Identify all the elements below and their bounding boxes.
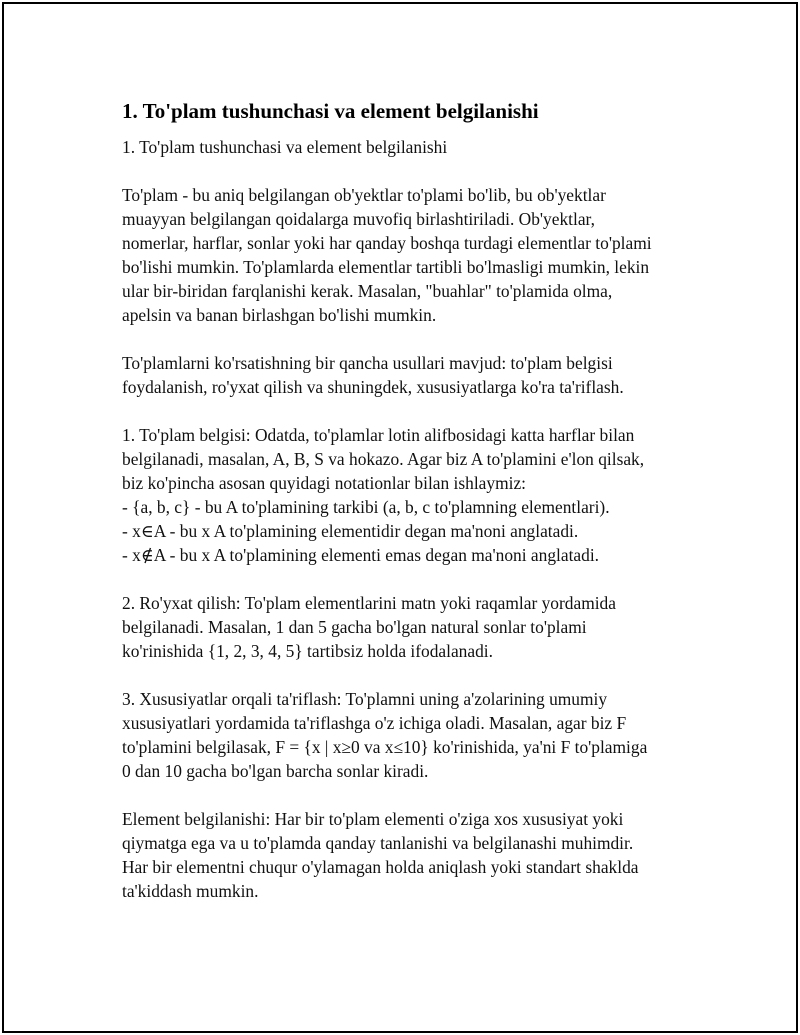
document-body [122, 96, 692, 903]
section-subtitle: 1. To'plam tushunchasi va element belgilanishi [122, 137, 448, 157]
page-frame [2, 2, 798, 1033]
paragraph-listing: 2. Ro'yxat qilish: To'plam elementlarini matn yoki raqamlar yordamida belgilanadi. Masalan, 1 dan 5 gacha bo'lgan natural sonlar to'plami ko'rinishida {1, 2, 3, 4, 5} tartibsiz holda ifodalanadi. [122, 593, 616, 661]
paragraph-element-notation: Element belgilanishi: Har bir to'plam elementi o'ziga xos xususiyat yoki qiymatga ega va u to'plamda qanday tanlanishi va belgilanashi muhimdir. Har bir elementni chuqur o'ylamagan holda aniqlash yoki standart shaklda ta'kiddash mumkin. [122, 809, 639, 901]
paragraph-definition: To'plam - bu aniq belgilangan ob'yektlar to'plami bo'lib, bu ob'yektlar muayyan belgilangan qoidalarga muvofiq birlashtiriladi. Ob'yektlar, nomerlar, harflar, sonlar yoki har qanday boshqa turdagi elementlar to'plami bo'lishi mumkin. To'plamlarda elementlar tartibli bo'lmasligi mumkin, lekin ular bir-biridan farqlanishi kerak. Masalan, "buahlar" to'plamida olma, apelsin va banan birlashgan bo'lishi mumkin. [122, 185, 652, 325]
paragraph-set-notation: 1. To'plam belgisi: Odatda, to'plamlar lotin alifbosidagi katta harflar bilan belgilanadi, masalan, A, B, S va hokazo. Agar biz A to'plamini e'lon qilsak, biz ko'pincha asosan quyidagi notationlar bilan ishlaymiz: - {a, b, c} - bu A to'plamining tarkibi (a, b, c to'plamning elementlari). - x∈A - bu x A to'plamining elementidir degan ma'noni anglatadi. - x∉A - bu x A to'plamining elementi emas degan ma'noni anglatadi. [122, 425, 645, 565]
paragraph-properties: 3. Xususiyatlar orqali ta'riflash: To'plamni uning a'zolarining umumiy xususiyatlari yordamida ta'riflashga o'z ichiga oladi. Masalan, agar biz F to'plamini belgilasak, F = {x | x≥0 va x≤10} ko'rinishida, ya'ni F to'plamiga 0 dan 10 gacha bo'lgan barcha sonlar kiradi. [122, 689, 648, 781]
page-title: 1. To'plam tushunchasi va element belgilanishi [122, 99, 539, 123]
paragraph-methods: To'plamlarni ko'rsatishning bir qancha usullari mavjud: to'plam belgisi foydalanish, ro'yxat qilish va shuningdek, xususiyatlarga ko'ra ta'riflash. [122, 353, 624, 397]
